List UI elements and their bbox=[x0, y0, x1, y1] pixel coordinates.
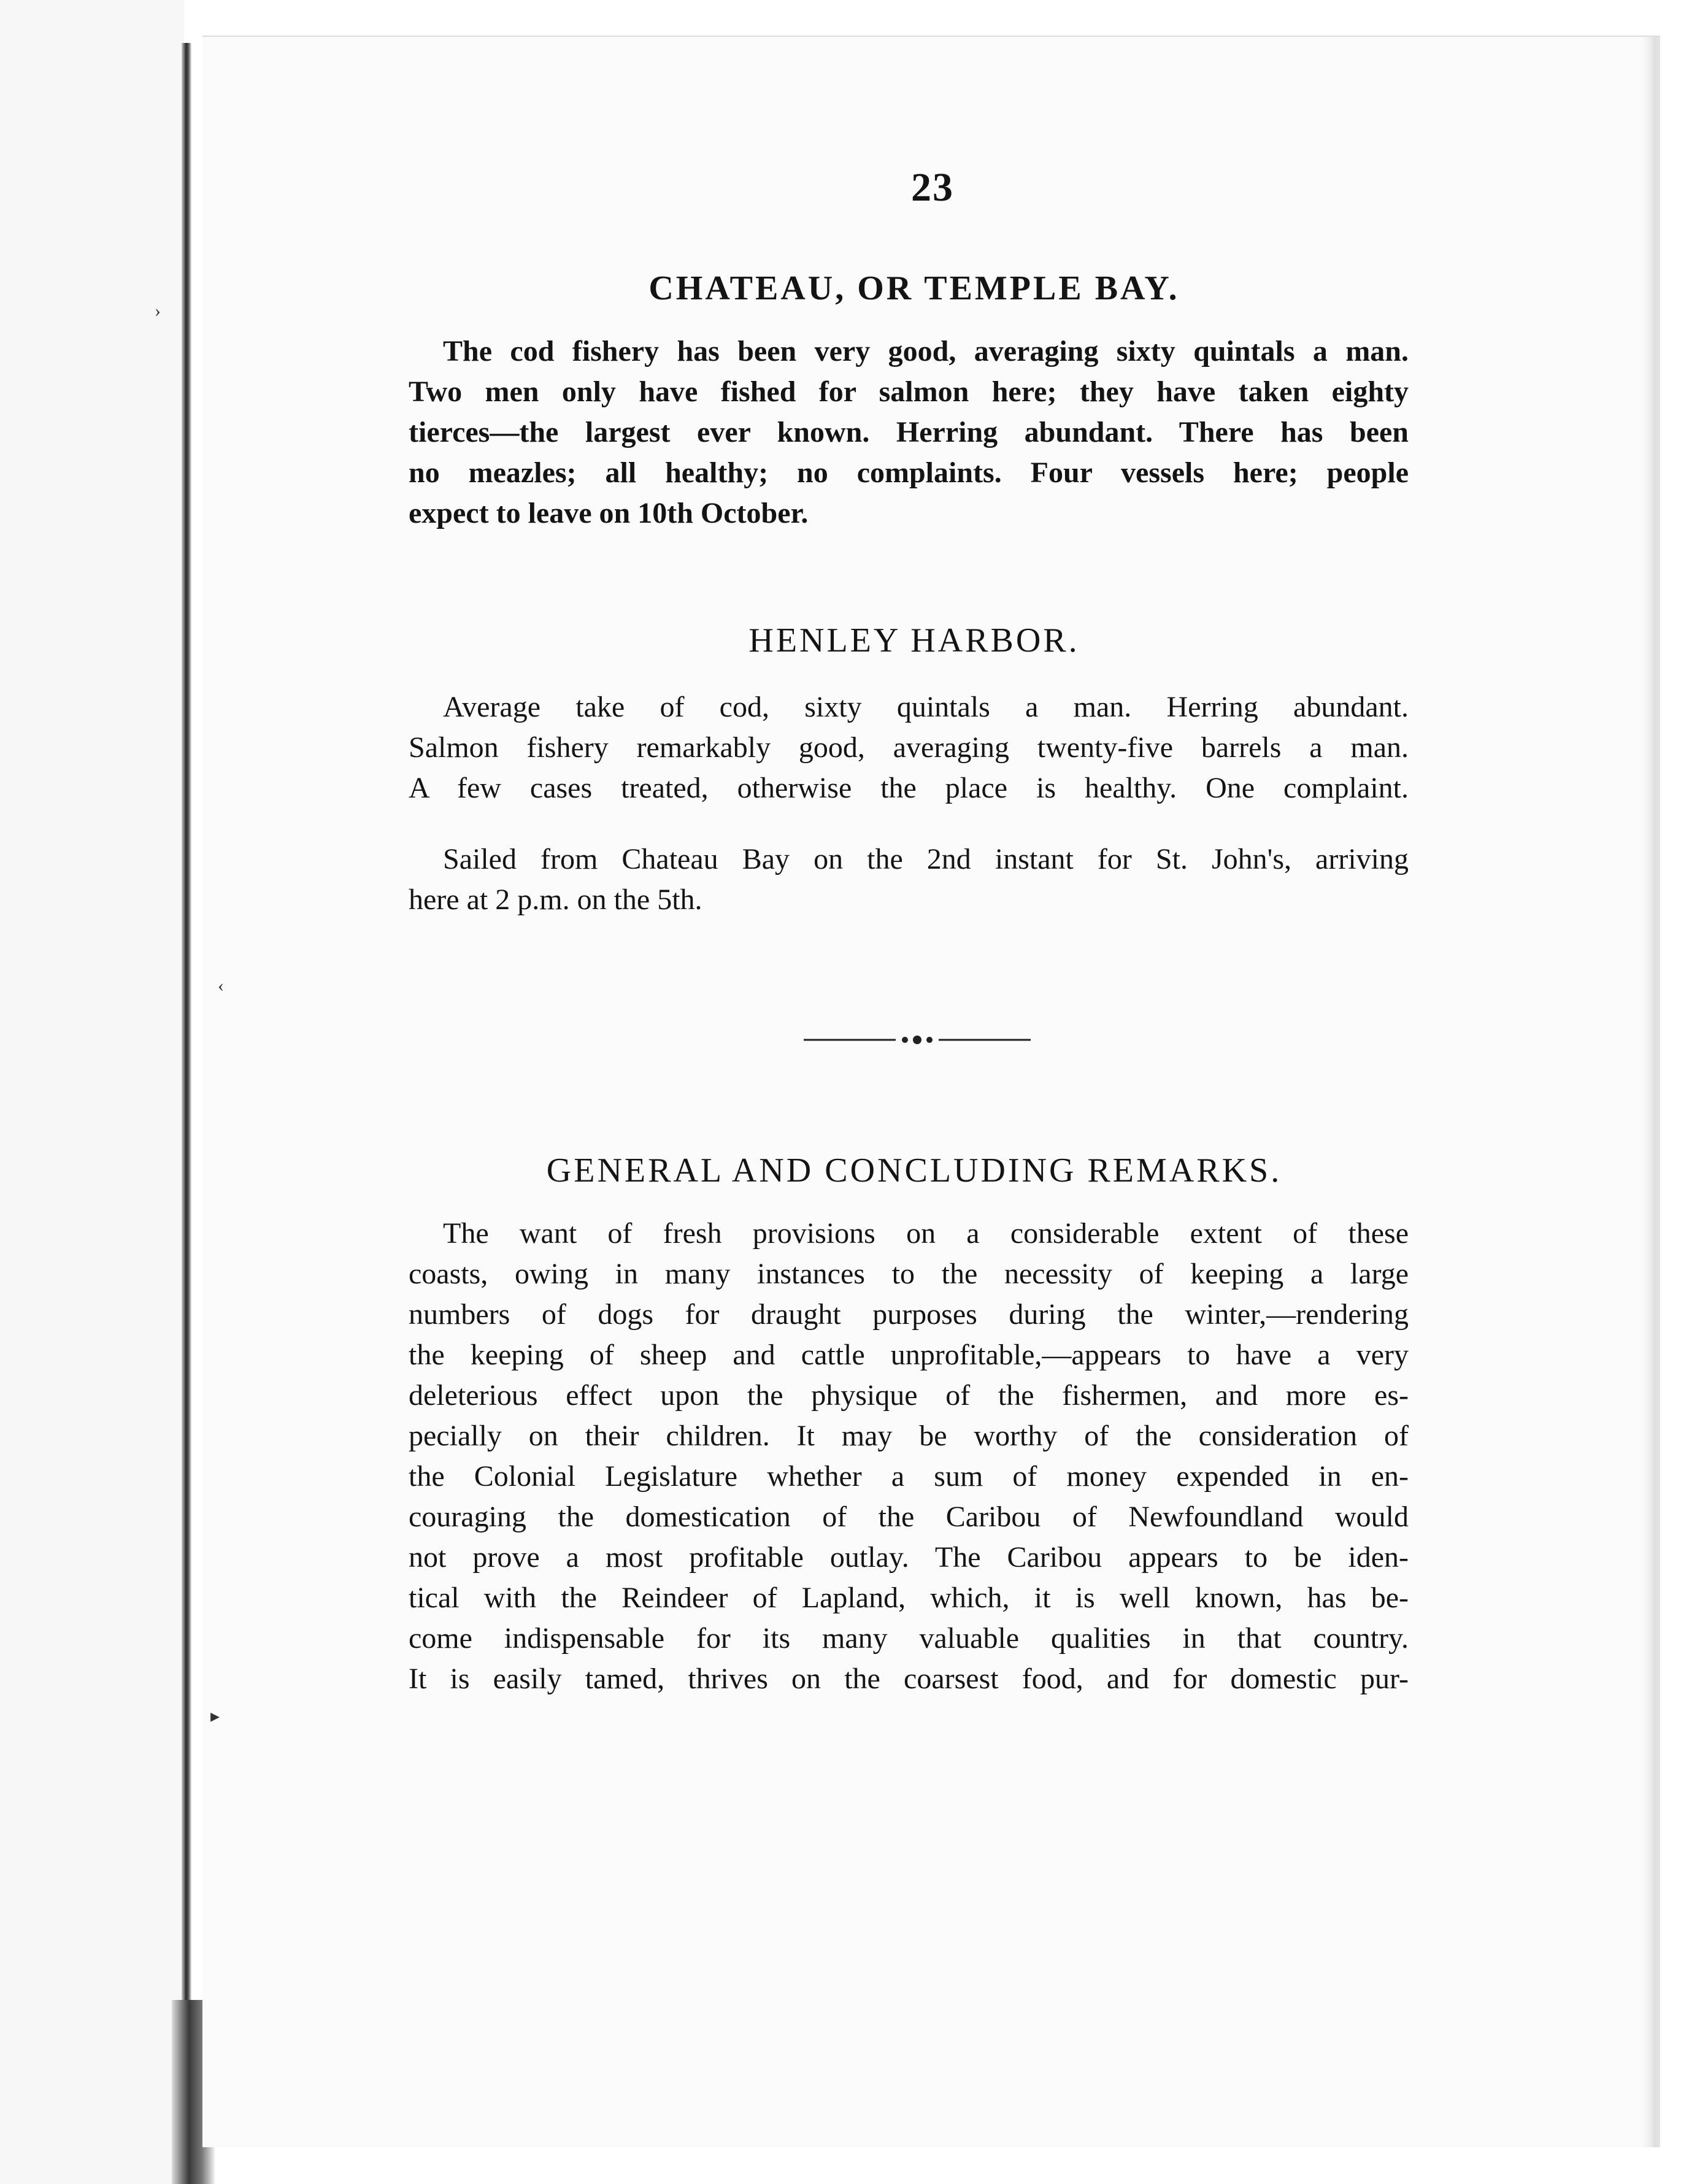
book-gutter bbox=[182, 43, 191, 2184]
paragraph-henley bbox=[409, 687, 1409, 809]
text-line: tical with the Reindeer of Lapland, which, it is well known, has be- bbox=[409, 1582, 1409, 1614]
margin-speck: ▸ bbox=[210, 1706, 220, 1726]
margin-speck: › bbox=[155, 301, 161, 321]
text-line: pecially on their children. It may be worthy of the consideration of bbox=[409, 1420, 1409, 1452]
text-line: expect to leave on 10th October. bbox=[409, 497, 809, 529]
section-heading-chateau: CHATEAU, OR TEMPLE BAY. bbox=[648, 269, 1180, 307]
text-line: The want of fresh provisions on a considerable extent of these bbox=[443, 1217, 1409, 1250]
paragraph-chateau bbox=[409, 331, 1409, 534]
paragraph-sailing bbox=[409, 839, 1409, 920]
text-line: the Colonial Legislature whether a sum of money expended in en- bbox=[409, 1460, 1409, 1493]
text-line: Average take of cod, sixty quintals a man. Herring abundant. bbox=[443, 691, 1409, 723]
text-line: A few cases treated, otherwise the place is healthy. One complaint. bbox=[409, 772, 1409, 804]
text-line: Two men only have fished for salmon here; they have taken eighty bbox=[409, 375, 1409, 408]
text-line: Salmon fishery remarkably good, averaging twenty-five barrels a man. bbox=[409, 731, 1409, 764]
margin-speck: ‹ bbox=[218, 975, 224, 996]
section-heading-henley: HENLEY HARBOR. bbox=[748, 621, 1080, 659]
facing-page bbox=[0, 0, 184, 2184]
paragraph-general bbox=[409, 1213, 1409, 1699]
text-line: It is easily tamed, thrives on the coarsest food, and for domestic pur- bbox=[409, 1663, 1409, 1695]
text-line: not prove a most profitable outlay. The Caribou appears to be iden- bbox=[409, 1541, 1409, 1574]
section-heading-general: GENERAL AND CONCLUDING REMARKS. bbox=[546, 1152, 1282, 1190]
text-line: no meazles; all healthy; no complaints. Four vessels here; people bbox=[409, 456, 1409, 489]
text-line: tierces—the largest ever known. Herring abundant. There has been bbox=[409, 416, 1409, 448]
text-line: come indispensable for its many valuable qualities in that country. bbox=[409, 1622, 1409, 1655]
text-line: the keeping of sheep and cattle unprofitable,—appears to have a very bbox=[409, 1339, 1409, 1371]
text-line: Sailed from Chateau Bay on the 2nd instant for St. John's, arriving bbox=[443, 843, 1409, 875]
text-line: couraging the domestication of the Caribou of Newfoundland would bbox=[409, 1501, 1409, 1533]
text-line: The cod fishery has been very good, averaging sixty quintals a man. bbox=[443, 335, 1409, 367]
section-divider-ornament bbox=[804, 1031, 1031, 1049]
text-line: here at 2 p.m. on the 5th. bbox=[409, 883, 702, 916]
page-number: 23 bbox=[911, 165, 954, 210]
text-line: coasts, owing in many instances to the necessity of keeping a large bbox=[409, 1258, 1409, 1290]
text-line: deleterious effect upon the physique of the fishermen, and more es- bbox=[409, 1379, 1409, 1412]
text-line: numbers of dogs for draught purposes during the winter,—rendering bbox=[409, 1298, 1409, 1331]
